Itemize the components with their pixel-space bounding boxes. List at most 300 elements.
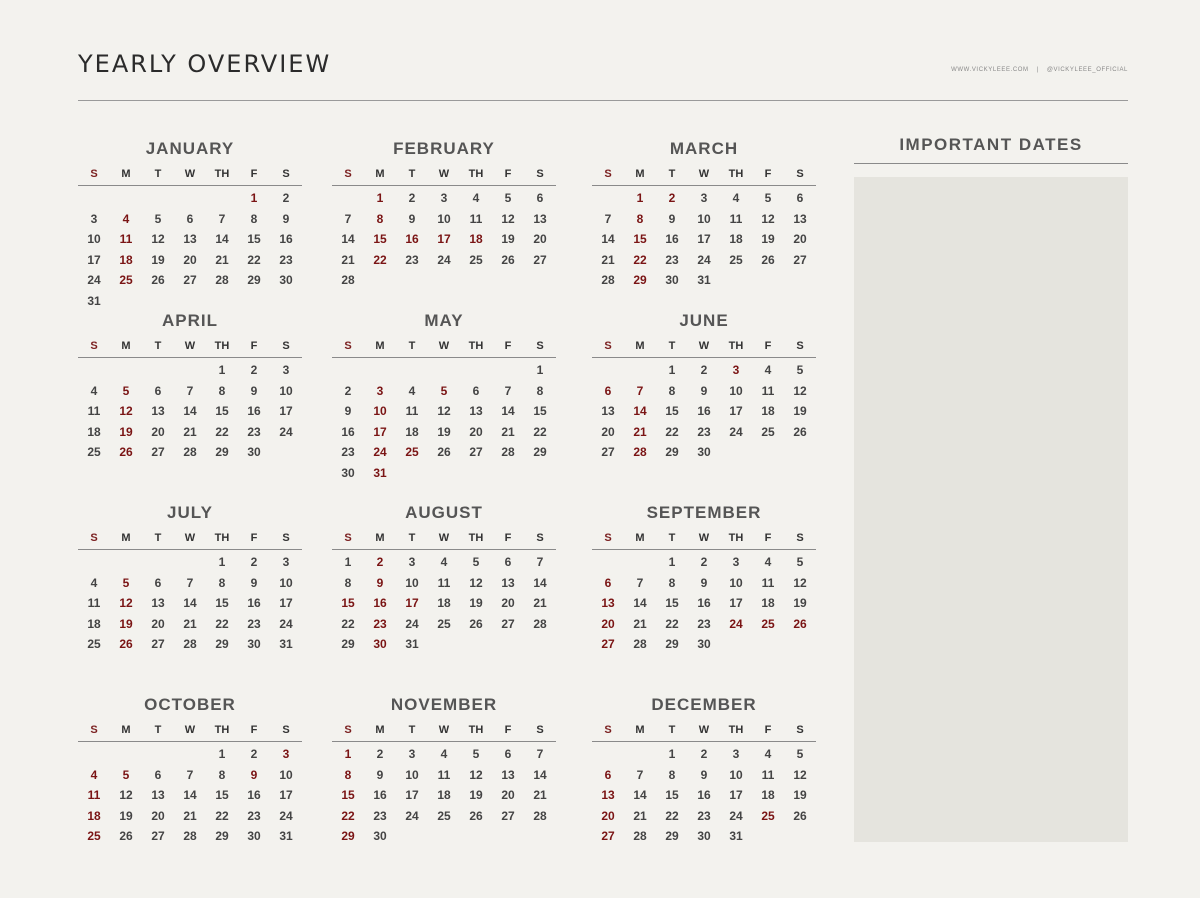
weekday-label: M (121, 168, 131, 180)
day-cell: 14 (341, 232, 355, 246)
day-cell: 8 (636, 211, 644, 226)
day-cell: 7 (186, 575, 194, 590)
empty-cell (592, 744, 624, 765)
day-cell: 25 (729, 252, 743, 267)
day-cell: 7 (604, 211, 612, 226)
day-cell: 10 (729, 767, 743, 782)
month-march (592, 138, 816, 291)
empty-cell (110, 360, 142, 381)
weekday-label: T (668, 532, 676, 544)
weekday-label: S (344, 340, 352, 352)
day-cell: 23 (697, 616, 711, 631)
weekday-label: W (698, 532, 710, 544)
weekday-label: T (408, 532, 416, 544)
day-cell: 15 (341, 596, 355, 610)
day-cell: 15 (215, 788, 229, 802)
day-cell: 15 (665, 788, 679, 802)
weekday-label: S (90, 168, 98, 180)
weekday-label: S (604, 724, 612, 736)
day-cell: 14 (601, 232, 615, 246)
day-cell: 30 (697, 637, 711, 651)
day-cell: 26 (793, 424, 807, 439)
day-cell: 8 (668, 767, 676, 782)
day-cell: 26 (119, 637, 133, 651)
day-cell: 21 (533, 596, 547, 610)
day-cell: 15 (215, 596, 229, 610)
day-cell: 11 (437, 767, 451, 782)
day-cell: 26 (119, 445, 133, 459)
day-cell: 17 (405, 596, 419, 610)
day-cell: 21 (633, 616, 647, 631)
month-june (592, 310, 816, 463)
day-cell: 8 (344, 767, 352, 782)
month-name: MARCH (669, 139, 739, 158)
day-cell: 18 (729, 232, 743, 246)
day-cell: 13 (151, 404, 165, 418)
day-cell: 23 (247, 424, 261, 439)
day-cell: 21 (183, 808, 197, 823)
day-cell: 14 (533, 767, 547, 782)
day-cell: 9 (376, 767, 384, 782)
day-cell: 6 (154, 575, 162, 590)
day-cell: 5 (122, 383, 130, 398)
day-cell: 7 (636, 383, 644, 398)
day-cell: 18 (87, 808, 101, 823)
day-cell: 22 (533, 424, 547, 439)
day-cell: 25 (119, 273, 133, 287)
day-cell: 27 (793, 252, 807, 267)
day-cell: 18 (761, 596, 775, 610)
empty-cell (624, 552, 656, 573)
weekday-label: W (184, 340, 196, 352)
day-cell: 9 (668, 211, 676, 226)
day-cell: 28 (341, 273, 355, 287)
day-cell: 22 (665, 808, 679, 823)
weekday-label: M (635, 168, 645, 180)
weekday-label: S (536, 340, 544, 352)
day-cell: 25 (469, 252, 483, 267)
weekday-label: F (764, 724, 772, 736)
day-cell: 29 (665, 445, 679, 459)
weekday-label: F (504, 340, 512, 352)
day-cell: 31 (279, 829, 293, 843)
day-cell: 14 (183, 596, 197, 610)
day-cell: 28 (183, 829, 197, 843)
day-cell: 14 (533, 575, 547, 590)
empty-cell (460, 360, 492, 381)
day-cell: 1 (376, 191, 384, 205)
day-cell: 7 (504, 383, 512, 398)
day-cell: 21 (183, 616, 197, 631)
weekday-label: M (375, 340, 385, 352)
weekday-label: F (250, 168, 258, 180)
day-cell: 16 (665, 232, 679, 246)
weekday-label: W (698, 168, 710, 180)
day-cell: 13 (183, 232, 197, 246)
day-cell: 22 (665, 424, 679, 439)
day-cell: 25 (87, 829, 101, 843)
day-cell: 20 (601, 616, 615, 631)
day-cell: 5 (796, 363, 804, 377)
day-cell: 7 (218, 211, 226, 226)
day-cell: 26 (469, 808, 483, 823)
day-cell: 6 (472, 383, 480, 398)
day-cell: 28 (215, 273, 229, 287)
day-cell: 17 (279, 404, 293, 418)
day-cell: 17 (279, 596, 293, 610)
day-cell: 27 (469, 445, 483, 459)
day-cell: 6 (604, 767, 612, 782)
weekday-label: M (635, 532, 645, 544)
day-cell: 26 (501, 252, 515, 267)
day-cell: 4 (122, 211, 130, 226)
day-cell: 12 (151, 232, 165, 246)
weekday-header (332, 164, 556, 186)
day-cell: 7 (536, 555, 544, 569)
day-cell: 27 (501, 808, 515, 823)
day-cell: 9 (408, 211, 416, 226)
day-cell: 11 (87, 596, 101, 610)
credit-handle-link[interactable]: @VICKYLEEE_OFFICIAL (1046, 67, 1128, 73)
day-grid (78, 744, 302, 847)
weekday-header (78, 720, 302, 742)
day-cell: 30 (341, 465, 355, 480)
day-cell: 2 (700, 747, 708, 761)
day-cell: 13 (793, 211, 807, 226)
day-cell: 22 (215, 616, 229, 631)
day-cell: 29 (341, 829, 355, 843)
day-cell: 16 (341, 424, 355, 439)
day-cell: 23 (373, 808, 387, 823)
day-cell: 1 (218, 555, 226, 569)
day-cell: 5 (796, 747, 804, 761)
day-cell: 21 (601, 252, 615, 267)
day-cell: 20 (183, 252, 197, 267)
day-cell: 11 (761, 575, 775, 590)
weekday-header (78, 164, 302, 186)
day-cell: 8 (218, 383, 226, 398)
credits (951, 67, 1128, 73)
day-cell: 29 (633, 273, 647, 287)
day-cell: 29 (533, 445, 547, 459)
day-cell: 27 (533, 252, 547, 267)
day-cell: 13 (601, 596, 615, 610)
day-cell: 13 (533, 211, 547, 226)
day-cell: 26 (761, 252, 775, 267)
day-cell: 4 (764, 747, 772, 761)
weekday-label: S (344, 168, 352, 180)
day-cell: 23 (247, 808, 261, 823)
day-cell: 20 (151, 808, 165, 823)
day-cell: 21 (633, 424, 647, 439)
credit-site-link[interactable]: WWW.VICKYLEEE.COM (951, 67, 1029, 73)
day-cell: 20 (793, 232, 807, 246)
weekday-label: F (504, 724, 512, 736)
day-cell: 26 (437, 445, 451, 459)
day-cell: 13 (601, 404, 615, 418)
day-cell: 20 (151, 616, 165, 631)
weekday-label: S (282, 532, 290, 544)
day-cell: 5 (440, 383, 448, 398)
day-cell: 4 (472, 191, 480, 205)
header-divider (78, 100, 1128, 101)
day-cell: 8 (344, 575, 352, 590)
day-cell: 30 (373, 829, 387, 843)
empty-cell (332, 360, 364, 381)
day-cell: 15 (533, 404, 547, 418)
empty-cell (78, 744, 110, 765)
day-cell: 12 (119, 404, 133, 418)
weekday-label: S (90, 340, 98, 352)
day-cell: 30 (697, 829, 711, 843)
empty-cell (428, 360, 460, 381)
day-cell: 14 (183, 404, 197, 418)
day-grid (78, 360, 302, 463)
day-cell: 21 (501, 424, 515, 439)
weekday-label: T (154, 340, 162, 352)
day-cell: 31 (279, 637, 293, 651)
empty-cell (142, 552, 174, 573)
day-cell: 8 (250, 211, 258, 226)
day-cell: 11 (119, 232, 133, 246)
day-grid (592, 360, 816, 463)
empty-cell (174, 744, 206, 765)
day-cell: 25 (761, 808, 775, 823)
day-cell: 17 (729, 788, 743, 802)
day-cell: 14 (215, 232, 229, 246)
weekday-label: W (184, 532, 196, 544)
day-cell: 16 (247, 596, 261, 610)
weekday-label: S (604, 340, 612, 352)
day-cell: 12 (793, 575, 807, 590)
day-cell: 15 (633, 232, 647, 246)
day-cell: 31 (87, 293, 101, 308)
weekday-label: M (635, 724, 645, 736)
weekday-label: T (408, 168, 416, 180)
month-september (592, 502, 816, 655)
day-cell: 23 (373, 616, 387, 631)
day-cell: 17 (405, 788, 419, 802)
day-cell: 3 (376, 383, 384, 398)
day-cell: 15 (665, 596, 679, 610)
day-cell: 19 (119, 808, 133, 823)
day-cell: 10 (279, 575, 293, 590)
important-dates-divider (854, 163, 1128, 164)
day-cell: 6 (504, 747, 512, 761)
day-cell: 3 (408, 747, 416, 761)
day-cell: 24 (729, 424, 743, 439)
day-cell: 3 (700, 191, 708, 205)
empty-cell (624, 360, 656, 381)
day-cell: 20 (601, 424, 615, 439)
day-cell: 13 (151, 788, 165, 802)
day-cell: 23 (341, 445, 355, 459)
weekday-label: M (375, 532, 385, 544)
day-cell: 20 (501, 596, 515, 610)
day-cell: 3 (282, 555, 290, 569)
weekday-label: S (796, 532, 804, 544)
day-cell: 11 (87, 404, 101, 418)
weekday-header (332, 720, 556, 742)
day-cell: 12 (119, 596, 133, 610)
weekday-header (332, 336, 556, 358)
day-cell: 17 (437, 232, 451, 246)
weekday-label: W (184, 724, 196, 736)
day-cell: 24 (279, 616, 293, 631)
weekday-label: S (536, 724, 544, 736)
weekday-label: TH (468, 724, 484, 736)
day-cell: 9 (250, 767, 258, 782)
day-cell: 10 (87, 232, 101, 246)
day-cell: 25 (405, 445, 419, 459)
day-cell: 28 (633, 445, 647, 459)
day-cell: 15 (665, 404, 679, 418)
day-cell: 10 (279, 383, 293, 398)
day-cell: 6 (536, 191, 544, 205)
weekday-header (592, 528, 816, 550)
day-cell: 8 (218, 575, 226, 590)
day-cell: 27 (601, 445, 615, 459)
day-cell: 22 (215, 808, 229, 823)
weekday-label: TH (728, 168, 744, 180)
day-cell: 5 (796, 555, 804, 569)
day-cell: 18 (437, 788, 451, 802)
day-cell: 25 (87, 637, 101, 651)
weekday-label: W (698, 724, 710, 736)
day-cell: 5 (472, 555, 480, 569)
day-cell: 31 (697, 273, 711, 287)
weekday-label: W (184, 168, 196, 180)
day-cell: 17 (87, 252, 101, 267)
day-cell: 18 (469, 232, 483, 246)
day-cell: 25 (437, 808, 451, 823)
day-grid (332, 360, 556, 483)
weekday-label: F (504, 532, 512, 544)
day-cell: 3 (282, 363, 290, 377)
empty-cell (332, 188, 364, 209)
day-cell: 13 (501, 575, 515, 590)
day-cell: 10 (373, 404, 387, 418)
weekday-label: F (250, 532, 258, 544)
day-cell: 6 (604, 575, 612, 590)
day-cell: 8 (218, 767, 226, 782)
month-february (332, 138, 556, 291)
weekday-header (592, 164, 816, 186)
day-cell: 27 (601, 637, 615, 651)
day-cell: 22 (665, 616, 679, 631)
day-cell: 3 (90, 211, 98, 226)
day-cell: 29 (215, 445, 229, 459)
day-cell: 5 (122, 575, 130, 590)
day-cell: 23 (247, 616, 261, 631)
day-cell: 23 (405, 252, 419, 267)
day-cell: 31 (729, 829, 743, 843)
day-cell: 24 (729, 808, 743, 823)
weekday-label: S (536, 532, 544, 544)
day-cell: 6 (796, 191, 804, 205)
day-cell: 16 (279, 232, 293, 246)
day-cell: 30 (247, 829, 261, 843)
day-cell: 24 (405, 808, 419, 823)
day-cell: 2 (668, 191, 676, 205)
day-cell: 19 (437, 424, 451, 439)
day-cell: 12 (437, 404, 451, 418)
weekday-label: S (796, 340, 804, 352)
day-cell: 10 (405, 767, 419, 782)
day-cell: 11 (405, 404, 419, 418)
weekday-label: W (438, 532, 450, 544)
day-cell: 23 (697, 808, 711, 823)
empty-cell (78, 360, 110, 381)
day-cell: 16 (697, 404, 711, 418)
weekday-label: T (154, 532, 162, 544)
weekday-label: S (344, 724, 352, 736)
day-grid (332, 552, 556, 655)
day-cell: 6 (154, 767, 162, 782)
empty-cell (142, 360, 174, 381)
day-cell: 27 (151, 445, 165, 459)
day-cell: 9 (344, 404, 352, 418)
day-cell: 20 (501, 788, 515, 802)
day-cell: 14 (183, 788, 197, 802)
important-dates-box[interactable] (854, 177, 1128, 842)
day-cell: 29 (665, 637, 679, 651)
day-cell: 29 (665, 829, 679, 843)
day-cell: 15 (341, 788, 355, 802)
day-cell: 31 (405, 637, 419, 651)
day-cell: 4 (764, 363, 772, 377)
weekday-label: T (408, 724, 416, 736)
day-cell: 20 (533, 232, 547, 246)
day-grid (332, 188, 556, 291)
weekday-label: S (604, 532, 612, 544)
month-january (78, 138, 302, 311)
page-title: YEARLY OVERVIEW (78, 50, 332, 78)
day-cell: 18 (761, 788, 775, 802)
day-grid (78, 552, 302, 655)
day-cell: 11 (469, 211, 483, 226)
day-cell: 6 (154, 383, 162, 398)
day-cell: 7 (636, 575, 644, 590)
weekday-label: T (668, 724, 676, 736)
month-name: NOVEMBER (390, 695, 498, 714)
day-cell: 4 (90, 383, 98, 398)
day-grid (592, 552, 816, 655)
day-cell: 24 (729, 616, 743, 631)
day-cell: 8 (376, 211, 384, 226)
weekday-label: M (375, 724, 385, 736)
day-cell: 5 (154, 211, 162, 226)
weekday-label: S (796, 724, 804, 736)
day-cell: 19 (793, 596, 807, 610)
day-cell: 5 (504, 191, 512, 205)
weekday-label: S (282, 168, 290, 180)
day-cell: 29 (341, 637, 355, 651)
weekday-label: TH (214, 532, 230, 544)
day-cell: 28 (183, 445, 197, 459)
day-cell: 15 (215, 404, 229, 418)
weekday-label: TH (728, 724, 744, 736)
weekday-label: F (250, 724, 258, 736)
credit-separator: | (1036, 67, 1039, 73)
weekday-label: T (408, 340, 416, 352)
weekday-label: T (668, 168, 676, 180)
day-cell: 17 (279, 788, 293, 802)
weekday-header (78, 528, 302, 550)
important-dates-title: IMPORTANT DATES (899, 135, 1083, 154)
weekday-label: TH (728, 340, 744, 352)
empty-cell (142, 188, 174, 209)
